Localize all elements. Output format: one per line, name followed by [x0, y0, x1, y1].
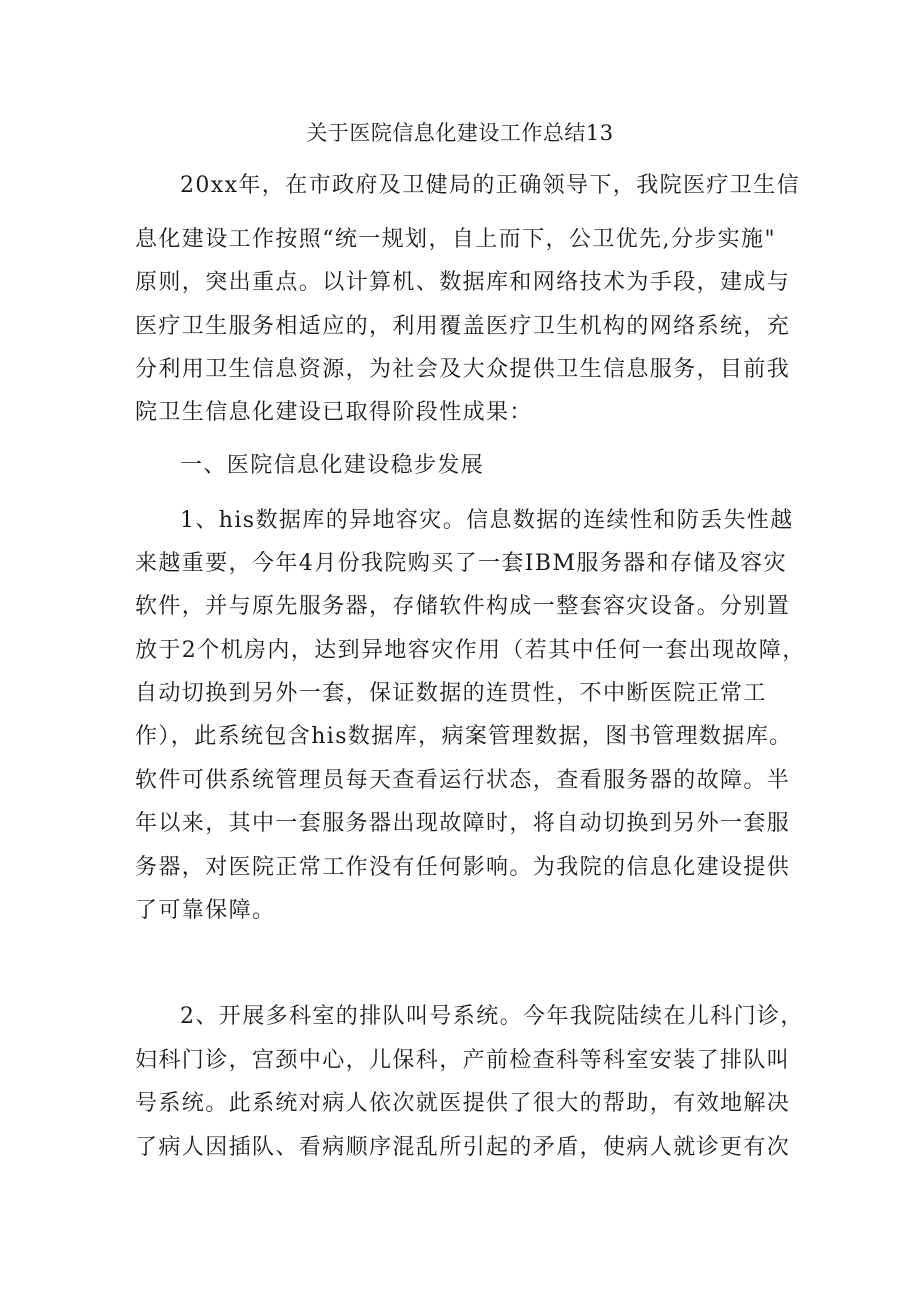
text-line: 年以来，其中一套服务器出现故障时，将自动切换到另外一套服 [135, 811, 791, 836]
section-heading: 一、医院信息化建设稳步发展 [180, 453, 485, 478]
text-line: 自动切换到另外一套，保证数据的连贯性，不中断医院正常工 [135, 681, 767, 706]
text-line: 院卫生信息化建设已取得阶段性成果： [135, 400, 533, 425]
text-line: 1、his数据库的异地容灾。信息数据的连续性和防丢失性越 [180, 508, 794, 533]
text-line: 原则，突出重点。以计算机、数据库和网络技术为手段，建成与 [135, 270, 791, 295]
document-title: 关于医院信息化建设工作总结13 [306, 121, 614, 145]
text-line: 20xx年，在市政府及卫健局的正确领导下，我院医疗卫生信 [180, 173, 801, 198]
text-line: 来越重要，今年4月份我院购买了一套IBM服务器和存储及容灾 [135, 551, 787, 576]
text-line: 软件可供系统管理员每天查看运行状态，查看服务器的故障。半 [135, 768, 791, 793]
text-line: 2、开展多科室的排队叫号系统。今年我院陆续在儿科门诊， [180, 1004, 804, 1029]
text-line: 软件，并与原先服务器，存储软件构成一整套容灾设备。分别置 [135, 594, 791, 619]
text-line: 了可靠保障。 [135, 898, 276, 923]
text-line: 分利用卫生信息资源，为社会及大众提供卫生信息服务，目前我 [135, 357, 791, 382]
text-line: 医疗卫生服务相适应的，利用覆盖医疗卫生机构的网络系统，充 [135, 314, 791, 339]
text-line: 务器，对医院正常工作没有任何影响。为我院的信息化建设提供 [135, 855, 791, 880]
text-line: 妇科门诊，宫颈中心，儿保科，产前检查科等科室安装了排队叫 [135, 1048, 791, 1073]
text-line: 作），此系统包含his数据库，病案管理数据，图书管理数据库。 [135, 724, 793, 749]
text-line: 号系统。此系统对病人依次就医提供了很大的帮助，有效地解决 [135, 1091, 791, 1116]
text-line: 息化建设工作按照“统一规划，自上而下，公卫优先,分步实施" [135, 227, 776, 252]
text-line: 了病人因插队、看病顺序混乱所引起的矛盾，使病人就诊更有次 [135, 1135, 791, 1160]
text-line: 放于2个机房内，达到异地容灾作用（若其中任何一套出现故障， [135, 638, 806, 663]
